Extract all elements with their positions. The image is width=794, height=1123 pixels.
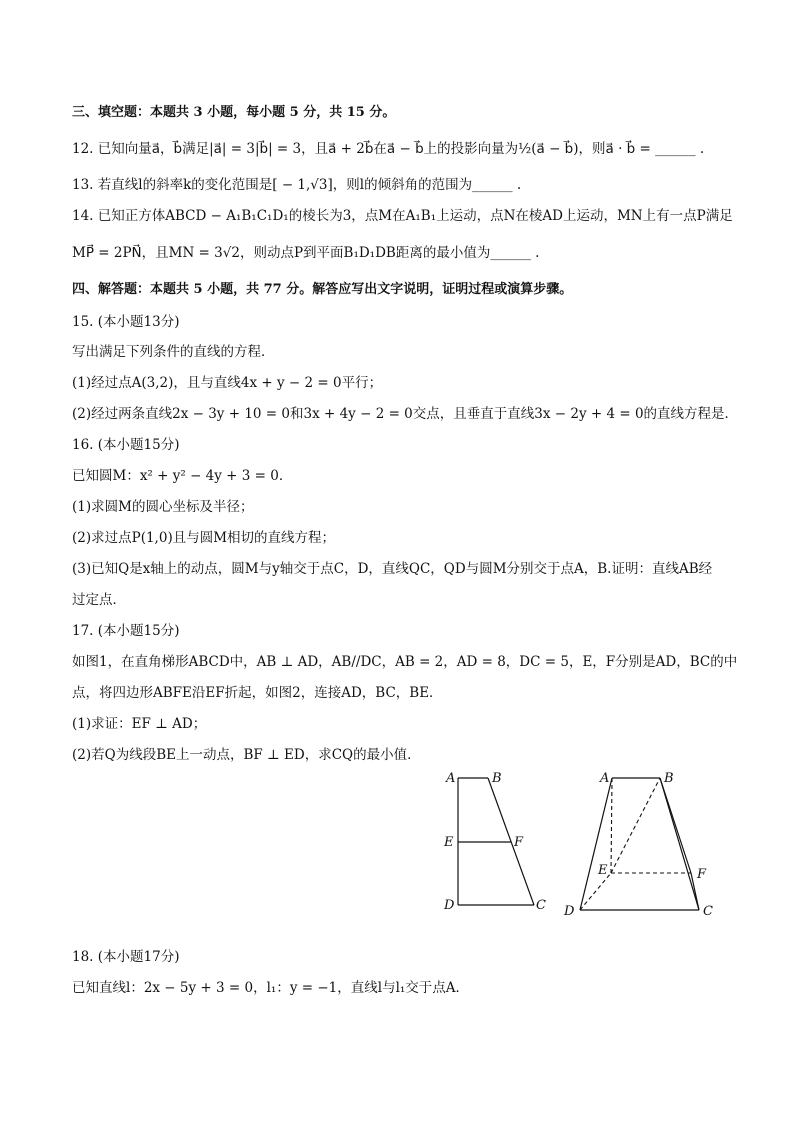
edge-ae <box>611 778 612 873</box>
question-14-line-2: MP⃗ = 2PN⃗，且MN = 3√2，则动点P到平面B₁D₁DB距离的最小值为______ . <box>72 245 540 261</box>
label-b: B <box>664 771 674 786</box>
section-3-heading: 三、填空题：本题共 3 小题，每小题 5 分，共 15 分。 <box>72 105 396 120</box>
label-a: A <box>600 771 610 786</box>
edge-eb <box>611 778 660 873</box>
question-15-intro: 写出满足下列条件的直线的方程． <box>72 344 275 360</box>
edge-bf <box>660 778 691 873</box>
figure-1-trapezoid <box>430 760 560 920</box>
question-12: 12. 已知向量a⃗，b⃗满足|a⃗| = 3|b⃗| = 3，且a⃗ + 2b⃗在a⃗ − b⃗上的投影向量为½(a⃗ − b⃗)，则a⃗ · b⃗ = ______ . <box>72 141 705 157</box>
question-17-part-2: (2)若Q为线段BE上一动点，BF ⊥ ED，求CQ的最小值． <box>72 747 421 763</box>
question-16-part-1: (1)求圆M的圆心坐标及半径； <box>72 499 254 515</box>
question-15-part-2: (2)经过两条直线2x − 3y + 10 = 0和3x + 4y − 2 = 0交点，且垂直于直线3x − 2y + 4 = 0的直线方程是． <box>72 406 739 422</box>
question-17-intro-b: 点，将四边形ABFE沿EF折起，如图2，连接AD，BC，BE． <box>72 685 443 701</box>
edge-ad <box>580 778 612 910</box>
label-c: C <box>536 898 546 913</box>
label-e: E <box>444 835 454 850</box>
label-c: C <box>703 904 713 919</box>
question-16-title: 16. (本小题15分) <box>72 437 180 453</box>
question-13: 13. 若直线l的斜率k的变化范围是[ − 1,√3]，则l的倾斜角的范围为______ . <box>72 177 522 193</box>
label-f: F <box>697 867 707 882</box>
question-15-part-1: (1)经过点A(3,2)，且与直线4x + y − 2 = 0平行； <box>72 375 383 391</box>
question-16-part-3b: 过定点． <box>72 592 126 608</box>
label-d: D <box>564 904 575 919</box>
section-4-heading: 四、解答题：本题共 5 小题，共 77 分。解答应写出文字说明，证明过程或演算步骤。 <box>72 282 573 297</box>
question-16-intro: 已知圆M：x² + y² − 4y + 3 = 0． <box>72 468 293 484</box>
question-17-title: 17. (本小题15分) <box>72 623 180 639</box>
question-16-part-3a: (3)已知Q是x轴上的动点，圆M与y轴交于点C，D，直线QC，QD与圆M分别交于点A，B.证明：直线AB经 <box>72 561 713 577</box>
question-18-title: 18. (本小题17分) <box>72 949 180 965</box>
question-17-intro-a: 如图1，在直角梯形ABCD中，AB ⊥ AD，AB//DC，AB = 2，AD = 8，DC = 5，E，F分别是AD，BC的中 <box>72 654 738 670</box>
label-e: E <box>598 863 608 878</box>
label-d: D <box>444 898 455 913</box>
question-14-line-1: 14. 已知正方体ABCD − A₁B₁C₁D₁的棱长为3，点M在A₁B₁上运动，点N在棱AD上运动，MN上有一点P满足 <box>72 208 733 224</box>
label-b: B <box>492 771 502 786</box>
question-17-part-1: (1)求证：EF ⊥ AD； <box>72 716 207 732</box>
question-16-part-2: (2)求过点P(1,0)且与圆M相切的直线方程； <box>72 530 336 546</box>
figure-2-folded-solid <box>556 760 726 925</box>
label-a: A <box>446 771 456 786</box>
question-18-intro: 已知直线l：2x − 5y + 3 = 0，l₁：y = −1，直线l与l₁交于点A． <box>72 980 470 996</box>
question-15-title: 15. (本小题13分) <box>72 314 180 330</box>
label-f: F <box>514 835 524 850</box>
